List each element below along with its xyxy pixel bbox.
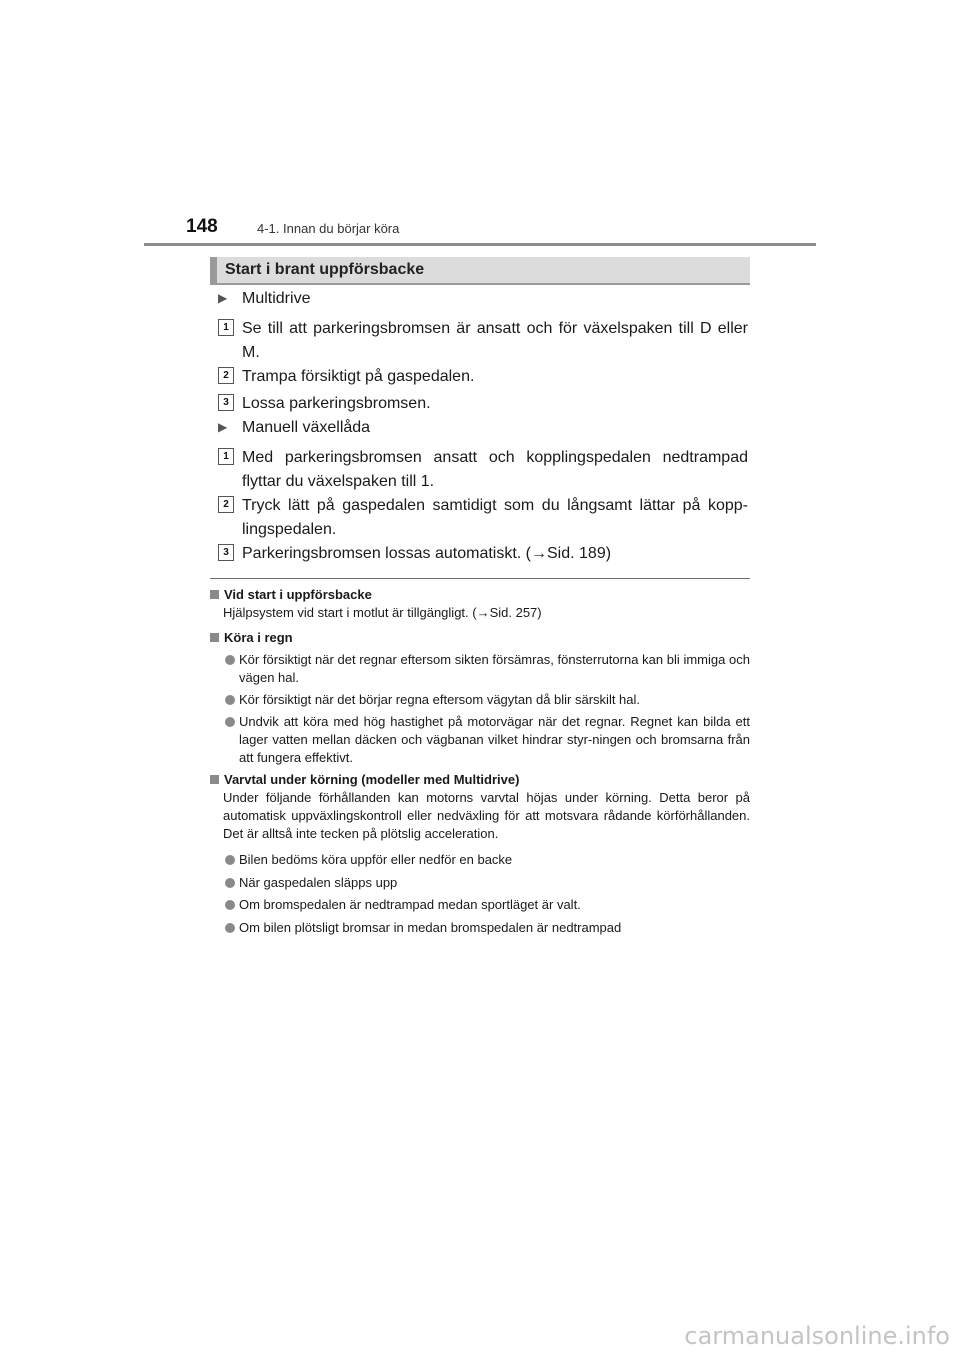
section-accent-bar: [210, 257, 217, 285]
circle-bullet-icon: [225, 717, 235, 727]
header-divider: [144, 243, 816, 246]
note-rain: [210, 629, 750, 647]
bullet-text: Kör försiktigt när det börjar regna eftersom vägytan då blir särskilt hal.: [239, 692, 641, 707]
step-text: Med parkeringsbromsen ansatt och kopplingspedalen nedtrampad flyttar du växelspaken till 1.: [242, 449, 748, 490]
step-number: 1: [218, 319, 234, 336]
bullet-text: Om bilen plötsligt bromsar in medan bromspedalen är nedtrampad: [239, 920, 622, 935]
square-bullet-icon: [210, 775, 219, 784]
bullet-item: [224, 919, 750, 937]
section-title: Start i brant uppförsbacke: [225, 261, 425, 278]
note-rpm: [210, 771, 750, 843]
step-number: 2: [218, 496, 234, 513]
note-title: Köra i regn: [224, 630, 293, 645]
bullet-item: [224, 691, 750, 709]
triangle-arrow-icon: ▶: [218, 420, 228, 434]
note-heading: [210, 629, 750, 647]
bullet-item: [224, 874, 750, 892]
watermark-text: carmanualsonline.info: [684, 1322, 950, 1350]
bullet-text: Om bromspedalen är nedtrampad medan sportläget är valt.: [239, 897, 581, 912]
bullet-item: [224, 851, 750, 869]
note-title: Varvtal under körning (modeller med Multidrive): [224, 772, 520, 787]
note-heading: [210, 586, 750, 604]
step-item: [218, 494, 748, 542]
step-number: 2: [218, 367, 234, 384]
step-text: Lossa parkeringsbromsen.: [242, 395, 431, 412]
note-heading: [210, 771, 750, 789]
step-item: [218, 392, 748, 416]
page-number: 148: [186, 216, 218, 237]
step-item: [218, 542, 748, 566]
section-divider: [210, 578, 750, 579]
chapter-title: 4-1. Innan du börjar köra: [257, 221, 400, 236]
step-item: [218, 446, 748, 494]
subheading-label: Manuell växellåda: [242, 419, 371, 436]
bullet-text: När gaspedalen släpps upp: [239, 875, 398, 890]
note-text: Hjälpsystem vid start i motlut är tillgängligt. (→Sid. 257): [223, 605, 542, 620]
subheading-multidrive: [218, 290, 310, 308]
step-text: Parkeringsbromsen lossas automatiskt. (→Sid. 189): [242, 545, 612, 562]
triangle-arrow-icon: ▶: [218, 291, 228, 305]
circle-bullet-icon: [225, 878, 235, 888]
circle-bullet-icon: [225, 655, 235, 665]
square-bullet-icon: [210, 633, 219, 642]
note-title: Vid start i uppförsbacke: [224, 587, 372, 602]
circle-bullet-icon: [225, 695, 235, 705]
bullet-item: [224, 651, 750, 687]
step-item: [218, 317, 748, 365]
bullet-text: Bilen bedöms köra uppför eller nedför en backe: [239, 852, 513, 867]
circle-bullet-icon: [225, 923, 235, 933]
subheading-label: Multidrive: [242, 290, 311, 307]
section-heading: [210, 257, 750, 285]
step-text: Trampa försiktigt på gaspedalen.: [242, 368, 475, 385]
step-number: 3: [218, 544, 234, 561]
step-text: Se till att parkeringsbromsen är ansatt och för växelspaken till D eller M.: [242, 320, 748, 361]
bullet-text: Undvik att köra med hög hastighet på motorvägar när det regnar. Regnet kan bilda ett lager vatten mellan däcken och vägbanan vilket hindrar styr-ningen och bromsarna från att fungera effektivt.: [239, 714, 750, 765]
step-number: 3: [218, 394, 234, 411]
bullet-item: [224, 896, 750, 914]
step-number: 1: [218, 448, 234, 465]
note-start-uphill: [210, 586, 750, 622]
circle-bullet-icon: [225, 855, 235, 865]
subheading-manual: [218, 419, 370, 437]
note-text: Under följande förhållanden kan motorns varvtal höjas under körning. Detta beror på automatisk uppväxlingskontroll eller nedväxling för att motsvara rådande körförhållanden. Det är alltså inte tecken på plötslig acceleration.: [223, 790, 750, 841]
step-item: [218, 365, 748, 389]
circle-bullet-icon: [225, 900, 235, 910]
bullet-text: Kör försiktigt när det regnar eftersom sikten försämras, fönsterrutorna kan bli immiga och vägen hal.: [239, 652, 750, 685]
step-text: Tryck lätt på gaspedalen samtidigt som du långsamt lättar på kopp-lingspedalen.: [242, 497, 748, 538]
bullet-item: [224, 713, 750, 767]
square-bullet-icon: [210, 590, 219, 599]
